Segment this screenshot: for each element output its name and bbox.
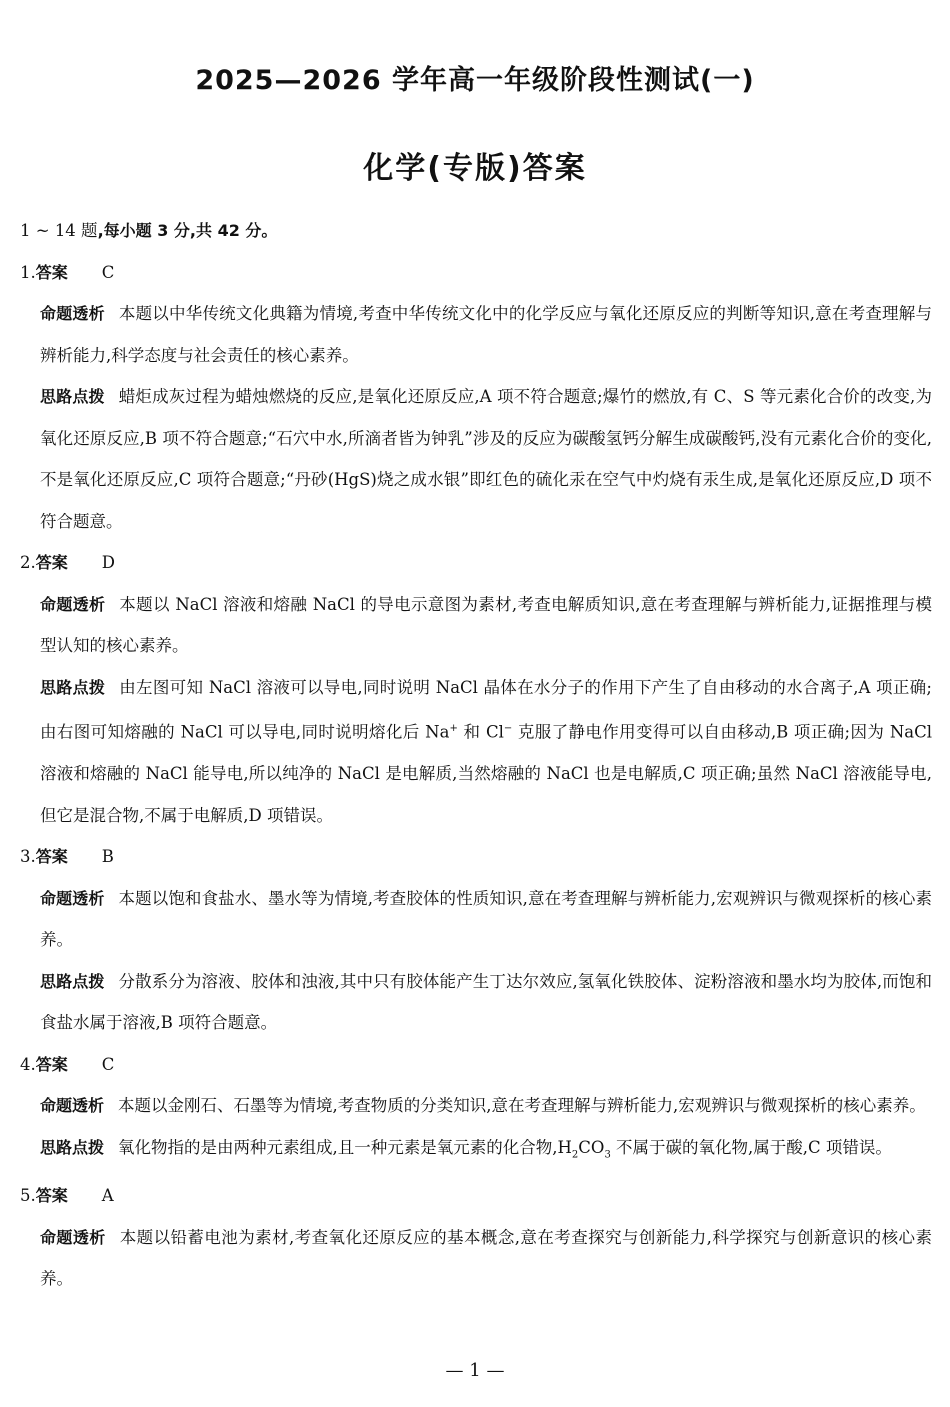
answer-label: 答案 xyxy=(35,1054,68,1074)
question-4-answer: 4.答案 C xyxy=(20,1054,115,1074)
section-intro: 1 ~ 14 题,每小题 3 分,共 42 分。 xyxy=(20,221,278,240)
question-3-analysis: 命题透析 本题以饱和食盐水、墨水等为情境,考查胶体的性质知识,意在考查理解与辨析能力,宏观辨识与微观探析的核心素养。 xyxy=(40,888,932,949)
subject-title: 化学(专版)答案 xyxy=(363,151,587,186)
answer-value: C xyxy=(101,1054,115,1074)
answer-value: B xyxy=(101,847,114,866)
question-4-analysis: 命题透析 本题以金刚石、石墨等为情境,考查物质的分类知识,意在考查理解与辨析能力,宏观辨识与微观探析的核心素养。 xyxy=(40,1096,926,1115)
answer-label: 答案 xyxy=(35,553,68,572)
question-5-answer: 5.答案 A xyxy=(20,1186,114,1206)
question-1-answer: 1.答案 C xyxy=(20,262,115,282)
answer-label: 答案 xyxy=(35,262,68,282)
question-1-solution: 思路点拨 蜡炬成灰过程为蜡烛燃烧的反应,是氧化还原反应,A 项不符合题意;爆竹的燃放,有 C、S 等元素化合价的改变,为氧化还原反应,B 项不符合题意;“石穴中水,所滴者皆为钟乳”涉及的反应为碳酸氢钙分解生成碳酸钙,没有元素化合价的变化,不是氧化还原反应,C 项符合题意;“丹砂(HgS)烧之成水银”即红色的硫化汞在空气中灼烧有汞生成,是氧化还原反应,D 项不符合题意。 xyxy=(40,387,932,531)
page-number: — 1 — xyxy=(445,1360,505,1381)
question-2-analysis: 命题透析 本题以 NaCl 溶液和熔融 NaCl 的导电示意图为素材,考查电解质知识,意在考查理解与辨析能力,证据推理与模型认知的核心素养。 xyxy=(40,594,932,655)
exam-title: 2025—2026 学年高一年级阶段性测试(一) xyxy=(195,65,755,96)
question-2-solution: 思路点拨 由左图可知 NaCl 溶液可以导电,同时说明 NaCl 晶体在水分子的作用下产生了自由移动的水合离子,A 项正确;由右图可知熔融的 NaCl 可以导电,同时说明熔化后 Na+ 和 Cl− 克服了静电作用变得可以自由移动,B 项正确;因为 NaCl 溶液和熔融的 NaCl 能导电,所以纯净的 NaCl 是电解质,当然熔融的 NaCl 也是电解质,C 项正确;虽然 NaCl 溶液能导电,但它是混合物,不属于电解质,D 项错误。 xyxy=(40,677,933,825)
question-2-answer: 2.答案 D xyxy=(20,553,115,572)
question-1-analysis: 命题透析 本题以中华传统文化典籍为情境,考查中华传统文化中的化学反应与氧化还原反应的判断等知识,意在考查理解与辨析能力,科学态度与社会责任的核心素养。 xyxy=(40,304,932,365)
answer-label: 答案 xyxy=(35,847,68,866)
question-3-solution: 思路点拨 分散系分为溶液、胶体和浊液,其中只有胶体能产生丁达尔效应,氢氧化铁胶体、淀粉溶液和墨水均为胶体,而饱和食盐水属于溶液,B 项符合题意。 xyxy=(40,971,932,1032)
answer-value: A xyxy=(101,1186,114,1206)
answer-content xyxy=(20,210,932,1300)
answer-value: C xyxy=(101,262,115,282)
answer-value: D xyxy=(101,553,115,572)
question-4-solution: 思路点拨 氧化物指的是由两种元素组成,且一种元素是氧元素的化合物$,H_2CO_3$ 不属于碳的氧化物,属于酸,C 项错误。 xyxy=(40,1137,892,1160)
answer-label: 答案 xyxy=(35,1186,68,1206)
question-5-analysis: 命题透析 本题以铅蓄电池为素材,考查氧化还原反应的基本概念,意在考查探究与创新能力,科学探究与创新意识的核心素养。 xyxy=(40,1227,932,1289)
question-3-answer: 3.答案 B xyxy=(20,847,114,866)
